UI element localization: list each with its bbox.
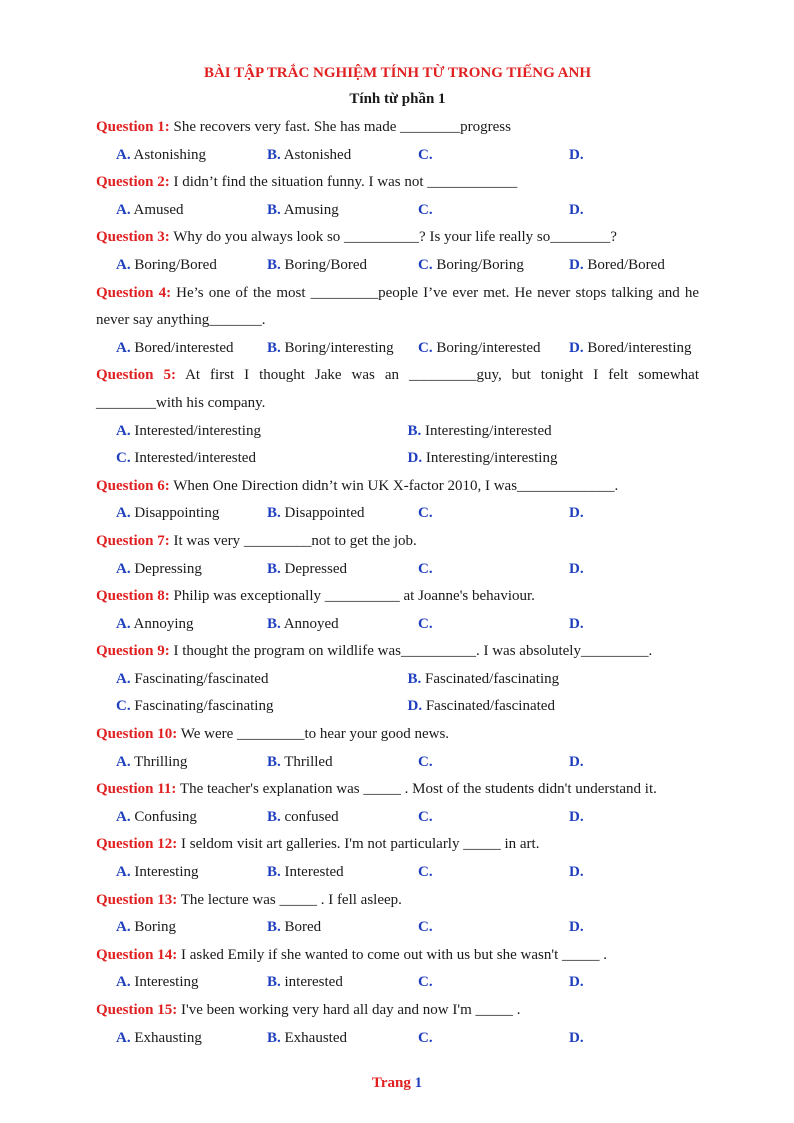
option-b[interactable]: B. Astonished: [267, 146, 352, 163]
option-c[interactable]: C.: [418, 146, 433, 163]
option-c[interactable]: C.: [418, 201, 433, 218]
option-c[interactable]: C.: [418, 864, 433, 881]
option-c[interactable]: C.: [418, 505, 433, 522]
question-label: Question 1:: [96, 119, 170, 135]
question-label: Question 10:: [96, 726, 178, 743]
option-b[interactable]: B. Interesting/interested: [407, 422, 552, 439]
question-12: [96, 831, 699, 859]
option-d[interactable]: D.: [569, 201, 584, 218]
option-b[interactable]: B. confused: [267, 808, 339, 825]
option-c[interactable]: C. Boring/Boring: [418, 256, 524, 273]
question-label: Question 11:: [96, 781, 177, 798]
options-row: [96, 418, 699, 446]
option-b[interactable]: B. interested: [267, 974, 343, 991]
question-text: The teacher's explanation was _____ . Most of the students didn't understand it.: [176, 781, 657, 798]
option-c[interactable]: C. Fascinating/fascinating: [116, 698, 274, 715]
question-label: Question 7:: [96, 532, 170, 549]
options-row: [96, 804, 699, 832]
option-d[interactable]: D.: [569, 560, 584, 577]
option-b[interactable]: B. Amusing: [267, 201, 339, 218]
question-13: [96, 887, 699, 915]
question-text: When One Direction didn’t win UK X-factor 2010, I was_____________.: [169, 477, 619, 494]
question-text: The lecture was _____ . I fell asleep.: [177, 891, 402, 908]
option-b[interactable]: B. Fascinated/fascinating: [407, 670, 560, 687]
option-a[interactable]: A. Interesting: [116, 864, 199, 881]
question-text: Why do you always look so __________? Is your life really so________?: [169, 229, 617, 246]
option-a[interactable]: A. Disappointing: [116, 505, 220, 522]
question-text: She recovers very fast. She has made ________progress: [169, 119, 511, 135]
option-a[interactable]: A. Amused: [116, 201, 184, 218]
options-row: [96, 500, 699, 528]
option-b[interactable]: B. Bored: [267, 919, 322, 936]
question-text: It was very _________not to get the job.: [169, 532, 417, 549]
option-b[interactable]: B. Annoyed: [267, 615, 339, 632]
option-a[interactable]: A. Annoying: [116, 615, 194, 632]
question-label: Question 6:: [96, 477, 170, 494]
page-footer: [0, 1075, 794, 1092]
option-a[interactable]: A. Interested/interesting: [116, 422, 261, 439]
question-10: [96, 721, 699, 749]
question-text: At first I thought Jake was an _________guy, but tonight I felt somewhat ________with his company.: [96, 367, 699, 411]
question-5: [96, 362, 699, 417]
option-c[interactable]: C. Boring/interested: [418, 339, 541, 356]
option-a[interactable]: A. Confusing: [116, 808, 197, 825]
option-c[interactable]: C.: [418, 560, 433, 577]
question-text: I thought the program on wildlife was__________. I was absolutely_________.: [169, 643, 653, 660]
question-text: I didn’t find the situation funny. I was not ____________: [169, 174, 518, 191]
options-row: [96, 556, 699, 584]
question-4: [96, 280, 699, 335]
option-c[interactable]: C.: [418, 974, 433, 991]
option-c[interactable]: C. Interested/interested: [116, 450, 256, 467]
options-row: [96, 142, 699, 170]
option-d[interactable]: D.: [569, 753, 584, 770]
option-b[interactable]: B. Interested: [267, 864, 344, 881]
option-d[interactable]: D.: [569, 1029, 584, 1046]
option-d[interactable]: D.: [569, 808, 584, 825]
option-d[interactable]: D.: [569, 505, 584, 522]
option-a[interactable]: A. Boring/Bored: [116, 256, 217, 273]
question-label: Question 13:: [96, 891, 178, 908]
document-subtitle: Tính từ phần 1: [349, 91, 446, 107]
question-label: Question 4:: [96, 284, 172, 301]
option-a[interactable]: A. Astonishing: [116, 146, 207, 163]
option-a[interactable]: A. Boring: [116, 919, 177, 936]
option-d[interactable]: D. Fascinated/fascinated: [407, 698, 555, 715]
option-a[interactable]: A. Interesting: [116, 974, 199, 991]
option-b[interactable]: B. Depressed: [267, 560, 347, 577]
options-row: [96, 666, 699, 694]
question-text: I asked Emily if she wanted to come out with us but she wasn't _____ .: [177, 946, 607, 963]
page-number: 1: [414, 1075, 423, 1091]
question-label: Question 3:: [96, 229, 170, 246]
option-b[interactable]: B. Boring/interesting: [267, 339, 394, 356]
document-page: [96, 62, 699, 1052]
option-c[interactable]: C.: [418, 919, 433, 936]
question-15: [96, 997, 699, 1025]
options-row: [96, 445, 699, 473]
question-text: Philip was exceptionally __________ at Joanne's behaviour.: [169, 588, 535, 605]
page-label: Trang: [371, 1075, 411, 1091]
option-d[interactable]: D.: [569, 146, 584, 163]
option-d[interactable]: D. Interesting/interesting: [407, 450, 558, 467]
option-d[interactable]: D.: [569, 974, 584, 991]
option-a[interactable]: A. Bored/interested: [116, 339, 234, 356]
question-7: [96, 528, 699, 556]
question-label: Question 5:: [96, 367, 176, 384]
option-c[interactable]: C.: [418, 615, 433, 632]
option-b[interactable]: B. Disappointed: [267, 505, 365, 522]
option-c[interactable]: C.: [418, 808, 433, 825]
option-b[interactable]: B. Boring/Bored: [267, 256, 368, 273]
options-row: [96, 252, 699, 280]
question-8: [96, 583, 699, 611]
question-label: Question 14:: [96, 946, 178, 963]
question-label: Question 2:: [96, 174, 170, 191]
document-title: BÀI TẬP TRẮC NGHIỆM TÍNH TỪ TRONG TIẾNG ANH: [203, 65, 592, 81]
option-a[interactable]: A. Exhausting: [116, 1029, 202, 1046]
question-label: Question 12:: [96, 836, 178, 853]
question-text: I seldom visit art galleries. I'm not particularly _____ in art.: [177, 836, 540, 853]
option-a[interactable]: A. Thrilling: [116, 753, 188, 770]
option-d[interactable]: D.: [569, 615, 584, 632]
options-row: [96, 749, 699, 777]
question-2: [96, 169, 699, 197]
question-label: Question 15:: [96, 1002, 178, 1018]
question-label: Question 8:: [96, 588, 170, 605]
option-d[interactable]: D.: [569, 864, 584, 881]
options-row: [96, 693, 699, 721]
question-3: [96, 224, 699, 252]
question-label: Question 9:: [96, 643, 170, 660]
option-b[interactable]: B. Exhausted: [267, 1029, 347, 1046]
options-row: [96, 335, 699, 363]
question-11: [96, 776, 699, 804]
options-row: [96, 197, 699, 225]
option-c[interactable]: C.: [418, 753, 433, 770]
question-text: He’s one of the most _________people I’ve ever met. He never stops talking and he never say anything_______.: [96, 284, 699, 329]
question-text: I've been working very hard all day and now I'm _____ .: [177, 1002, 521, 1018]
option-d[interactable]: D.: [569, 919, 584, 936]
question-6: [96, 473, 699, 501]
options-row: [96, 1025, 699, 1053]
option-d[interactable]: D. Bored/interesting: [569, 339, 692, 356]
option-c[interactable]: C.: [418, 1029, 433, 1046]
options-row: [96, 611, 699, 639]
question-text: We were _________to hear your good news.: [177, 726, 450, 743]
options-row: [96, 914, 699, 942]
question-1: [96, 114, 699, 142]
question-9: [96, 638, 699, 666]
option-b[interactable]: B. Thrilled: [267, 753, 333, 770]
option-a[interactable]: A. Fascinating/fascinated: [116, 670, 269, 687]
option-d[interactable]: D. Bored/Bored: [569, 256, 665, 273]
options-row: [96, 969, 699, 997]
option-a[interactable]: A. Depressing: [116, 560, 202, 577]
options-row: [96, 859, 699, 887]
question-14: [96, 942, 699, 970]
